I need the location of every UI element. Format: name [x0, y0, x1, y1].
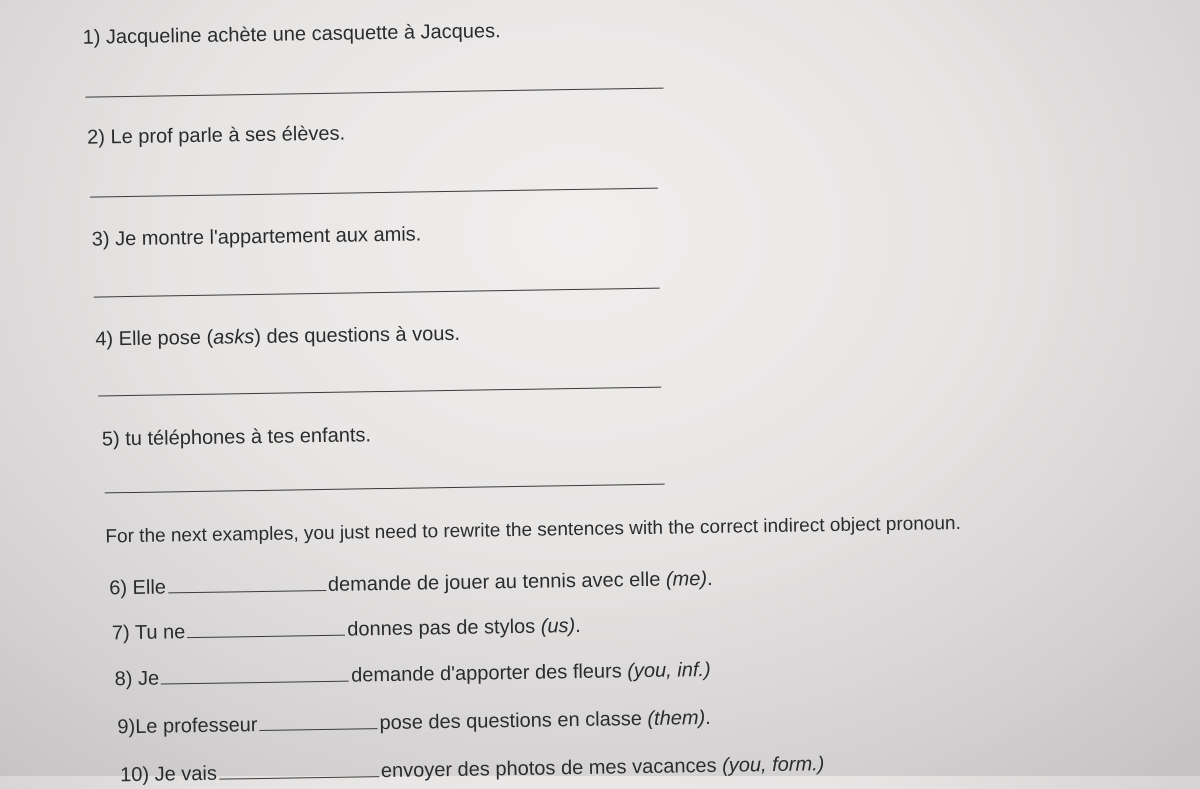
- exercise-3: 3) Je montre l'appartement aux amis.: [92, 223, 422, 251]
- exercise-4-hint: asks: [213, 326, 254, 349]
- exercise-6-hint: (me): [666, 568, 707, 591]
- exercise-7-tail: .: [575, 615, 581, 637]
- exercise-8-start: 8) Je: [115, 668, 160, 691]
- exercise-8-blank: [161, 663, 349, 685]
- exercise-4-end: ) des questions à vous.: [254, 323, 460, 348]
- answer-line-5: [105, 484, 665, 494]
- exercise-2: 2) Le prof parle à ses élèves.: [87, 123, 345, 150]
- exercise-6-start: 6) Elle: [109, 576, 166, 599]
- exercise-6: [109, 566, 713, 600]
- exercise-8-end: demande d'apporter des fleurs: [351, 660, 628, 686]
- exercise-7-hint: (us): [541, 615, 576, 638]
- exercise-10-blank: [219, 758, 379, 780]
- answer-line-1: [86, 88, 664, 98]
- exercise-10: [120, 751, 825, 787]
- exercise-1: 1) Jacqueline achète une casquette à Jacques.: [82, 20, 500, 50]
- exercise-6-tail: .: [707, 568, 713, 590]
- answer-line-3: [94, 288, 660, 298]
- exercise-6-blank: [168, 572, 326, 593]
- exercise-7-end: donnes pas de stylos: [347, 616, 541, 641]
- exercise-7: [112, 613, 581, 645]
- exercise-4-start: 4) Elle pose (: [95, 327, 213, 351]
- exercise-7-blank: [187, 617, 345, 638]
- exercise-4: [95, 323, 460, 352]
- exercise-5: 5) tu téléphones à tes enfants.: [102, 424, 371, 451]
- exercise-8: [114, 657, 710, 691]
- exercise-10-hint: (you, form.): [722, 753, 825, 777]
- exercise-6-end: demande de jouer au tennis avec elle: [328, 569, 666, 596]
- exercise-10-start: 10) Je vais: [120, 763, 217, 787]
- exercise-9-tail: .: [705, 707, 711, 729]
- exercise-9-hint: (them): [647, 707, 705, 730]
- exercise-9-start: 9)Le professeur: [117, 714, 257, 738]
- part2-instructions: For the next examples, you just need to rewrite the sentences with the correct indirect object pronoun.: [105, 513, 961, 548]
- exercise-9-end: pose des questions en classe: [379, 708, 647, 734]
- exercise-9-blank: [259, 710, 377, 731]
- answer-line-4: [98, 387, 661, 397]
- answer-line-2: [90, 188, 658, 198]
- exercise-10-end: envoyer des photos de mes vacances: [381, 755, 723, 782]
- exercise-7-start: 7) Tu ne: [112, 621, 186, 644]
- exercise-9: [117, 705, 711, 739]
- exercise-8-hint: (you, inf.): [627, 659, 711, 682]
